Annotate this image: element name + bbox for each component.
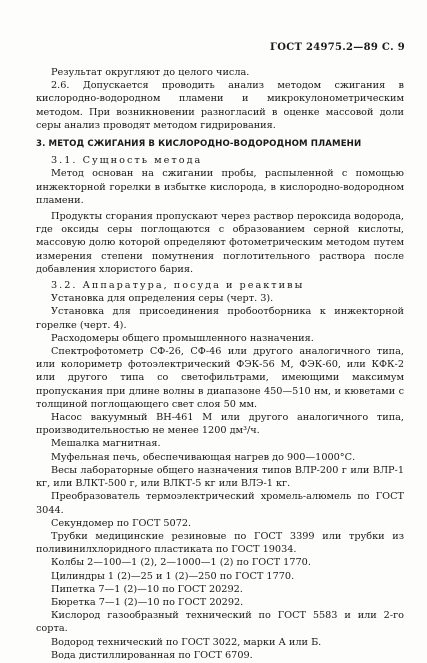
paragraph: Результат округляют до целого числа. bbox=[51, 67, 250, 78]
subsection-heading: 3.2. Аппаратура, посуда и реактивы bbox=[51, 280, 305, 292]
list-item: Преобразователь термоэлектрический хромель-алюмель по ГОСТ 3044. bbox=[36, 491, 404, 516]
section-heading: 3. МЕТОД СЖИГАНИЯ В КИСЛОРОДНО-ВОДОРОДНОМ ПЛАМЕНИ bbox=[36, 139, 362, 150]
list-item: Расходомеры общего промышленного назначения. bbox=[51, 332, 314, 344]
page-header: ГОСТ 24975.2—89 С. 9 bbox=[269, 42, 405, 53]
list-item: Вода дистиллированная по ГОСТ 6709. bbox=[51, 649, 253, 661]
list-item: Кислород газообразный технический по ГОСТ 5583 и или 2-го сорта. bbox=[36, 610, 404, 635]
list-item: Муфельная печь, обеспечивающая нагрев до 900—1000°С. bbox=[51, 451, 356, 463]
document-body bbox=[36, 66, 404, 662]
list-item: Бюретка 7—1 (2)—10 по ГОСТ 20292. bbox=[51, 596, 244, 608]
list-item: Спектрофотометр СФ-26, СФ-46 или другого аналогичного типа, или колориметр фотоэлектрический ФЭК-56 М, ФЭК-60, или КФК-2 или другого типа со светофильтрами, имеющими максимум пропускания при длине волны в диапазоне 450—510 нм, и кюветами с толщиной поглощающего свет слоя 50 мм. bbox=[36, 346, 404, 410]
list-item: Насос вакуумный ВН-461 М или другого аналогичного типа, производительностью не менее 1200 дм³/ч. bbox=[36, 412, 404, 437]
list-item: Весы лабораторные общего назначения типов ВЛР-200 г или ВЛР-1 кг, или ВЛКТ-500 г, или ВЛКТ-5 кг или ВЛЭ-1 кг. bbox=[36, 464, 404, 490]
list-item: Трубки медицинские резиновые по ГОСТ 3399 или трубки из поливинилхлоридного пластиката по ГОСТ 19034. bbox=[36, 530, 404, 556]
paragraph: 2.6. Допускается проводить анализ методом сжигания в кислородно-водородном пламени и микрокулонометрическим методом. При возникновении разногласий в оценке массовой доли серы анализ проводят методом гидрирования. bbox=[36, 80, 404, 131]
list-item: Установка для присоединения пробоотборника к инжекторной горелке (черт. 4). bbox=[36, 306, 404, 331]
list-item: Пипетка 7—1 (2)—10 по ГОСТ 20292. bbox=[51, 583, 243, 595]
list-item: Установка для определения серы (черт. 3). bbox=[51, 293, 274, 305]
paragraph: Продукты сгорания пропускают через раствор пероксида водорода, где оксиды серы поглощаются с образованием серной кислоты, массовую долю которой определяют фотометрическим методом путем измерения степени помутнения поглотительного раствора после добавления хлористого бария. bbox=[36, 211, 404, 275]
paragraph: Метод основан на сжигании пробы, распыленной с помощью инжекторной горелки в избытке кислорода, в кислородно-водородном пламени. bbox=[36, 168, 404, 206]
list-item: Секундомер по ГОСТ 5072. bbox=[51, 517, 192, 529]
list-item: Цилиндры 1 (2)—25 и 1 (2)—250 по ГОСТ 1770. bbox=[51, 570, 295, 582]
list-item: Водород технический по ГОСТ 3022, марки А или Б. bbox=[51, 636, 322, 648]
list-item: Мешалка магнитная. bbox=[51, 438, 161, 450]
subsection-heading: 3.1. Сущность метода bbox=[51, 155, 203, 167]
list-item: Колбы 2—100—1 (2), 2—1000—1 (2) по ГОСТ 1770. bbox=[51, 557, 311, 569]
